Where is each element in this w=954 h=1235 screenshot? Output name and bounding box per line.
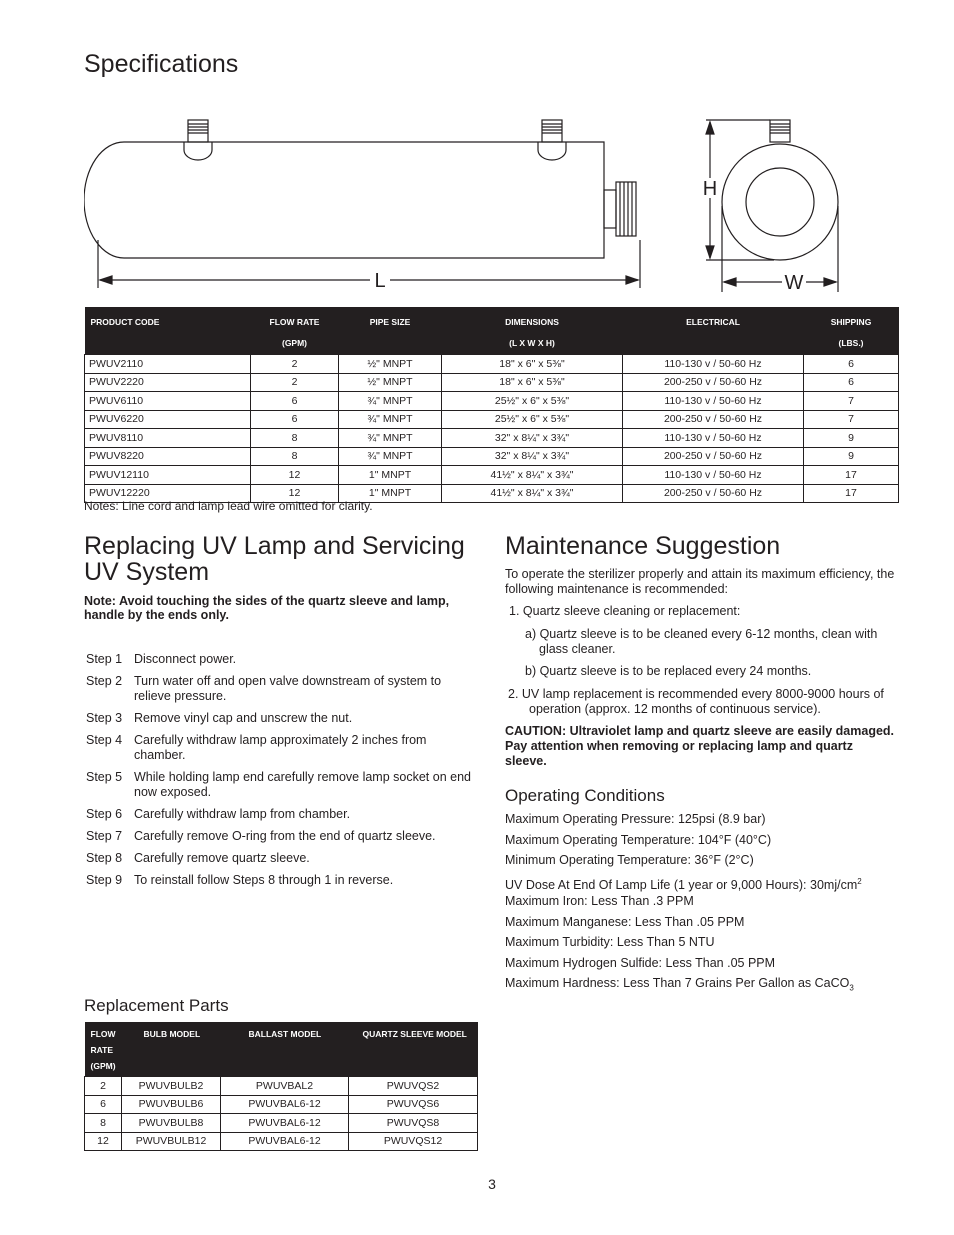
- hardness-text: Maximum Hardness: Less Than 7 Grains Per Gallon as CaCO: [505, 976, 850, 990]
- header-quartz-sleeve-model: QUARTZ SLEEVE MODEL: [349, 1022, 478, 1077]
- inlet-port: [184, 120, 212, 160]
- pipe-size: ¾" MNPT: [339, 447, 442, 466]
- uv-dose-text: UV Dose At End Of Lamp Life (1 year or 9,000 Hours): 30mj/cm: [505, 877, 858, 892]
- end-view: [722, 120, 838, 260]
- shipping: 6: [804, 355, 899, 374]
- electrical: 200-250 v / 50-60 Hz: [623, 410, 804, 429]
- shipping: 17: [804, 484, 899, 503]
- bulb-model: PWUVBULB12: [122, 1132, 221, 1151]
- product-code: PWUV8110: [85, 429, 251, 448]
- maintenance-item-1: 1. Quartz sleeve cleaning or replacement:: [509, 604, 741, 618]
- header-bulb-model: BULB MODEL: [122, 1022, 221, 1077]
- flow-rate: 12: [251, 466, 339, 485]
- replacement-parts-table: [84, 1022, 478, 1151]
- product-code: PWUV2220: [85, 373, 251, 392]
- step-number: Step 4: [86, 733, 123, 747]
- header-pipe-size: PIPE SIZE: [339, 307, 442, 355]
- step-text: Carefully remove quartz sleeve.: [134, 851, 310, 865]
- width-dimension: [722, 206, 838, 292]
- header-dimensions: DIMENSIONS (L X W X H): [442, 307, 623, 355]
- sterilizer-diagram: [84, 110, 874, 300]
- table-row: [85, 392, 899, 411]
- list-item: Maximum Iron: Less Than .3 PPM: [505, 894, 694, 908]
- flow-rate: 6: [251, 410, 339, 429]
- header-product-code: PRODUCT CODE: [85, 307, 251, 355]
- step-text: Carefully remove O-ring from the end of quartz sleeve.: [134, 829, 436, 843]
- shipping: 6: [804, 373, 899, 392]
- electrical: 200-250 v / 50-60 Hz: [623, 484, 804, 503]
- table-row: [85, 1114, 478, 1133]
- header-shipping: SHIPPING (LBS.): [804, 307, 899, 355]
- flow-rate: 6: [85, 1095, 122, 1114]
- list-item: [84, 770, 474, 800]
- header-ballast-model: BALLAST MODEL: [221, 1022, 349, 1077]
- flow-rate: 6: [251, 392, 339, 411]
- list-item: Maximum Operating Temperature: 104°F (40°C): [505, 832, 772, 847]
- page-title: Specifications: [84, 50, 239, 78]
- width-label: W: [784, 272, 804, 294]
- list-item: Maximum Operating Pressure: 125psi (8.9 bar): [505, 812, 766, 826]
- list-item: [84, 829, 474, 844]
- list-item: [505, 976, 897, 997]
- step-text: Carefully withdraw lamp approximately 2 inches from chamber.: [134, 733, 427, 762]
- flow-rate: 12: [251, 484, 339, 503]
- ballast-model: PWUVBAL6-12: [221, 1132, 349, 1151]
- pipe-size: ½" MNPT: [339, 355, 442, 374]
- flow-rate: 12: [85, 1132, 122, 1151]
- flow-rate: 2: [85, 1077, 122, 1096]
- page-number: 3: [488, 1176, 496, 1192]
- step-number: Step 3: [86, 711, 123, 725]
- step-text: To reinstall follow Steps 8 through 1 in reverse.: [134, 873, 394, 887]
- electrical: 110-130 v / 50-60 Hz: [623, 392, 804, 411]
- dimensions: 18" x 6" x 5⅜": [442, 355, 623, 374]
- header-flow-rate: FLOW RATE (GPM): [251, 307, 339, 355]
- flow-rate: 2: [251, 355, 339, 374]
- replacement-parts-heading: Replacement Parts: [84, 996, 229, 1015]
- product-code: PWUV12220: [85, 484, 251, 503]
- maintenance-item-2: 2. UV lamp replacement is recommended every 8000-9000 hours of operation (approx. 12 months of continuous service).: [508, 687, 884, 716]
- table-row: [85, 410, 899, 429]
- table-row: [85, 447, 899, 466]
- list-item: Maximum Turbidity: Less Than 5 NTU: [505, 935, 715, 949]
- maintenance-heading: Maintenance Suggestion: [505, 532, 781, 560]
- step-text: Carefully withdraw lamp from chamber.: [134, 807, 351, 821]
- step-number: Step 5: [86, 770, 123, 784]
- table-row: [85, 429, 899, 448]
- outlet-port: [538, 120, 566, 160]
- notes-text: Notes: Line cord and lamp lead wire omitted for clarity.: [84, 499, 373, 513]
- maintenance-item-1a: a) Quartz sleeve is to be cleaned every 6-12 months, clean with glass cleaner.: [525, 627, 878, 656]
- product-code: PWUV6110: [85, 392, 251, 411]
- header-electrical: ELECTRICAL: [623, 307, 804, 355]
- spec-table-header: [85, 307, 899, 355]
- product-code: PWUV6220: [85, 410, 251, 429]
- list-item: [84, 807, 474, 822]
- electrical: 110-130 v / 50-60 Hz: [623, 429, 804, 448]
- pipe-size: ¾" MNPT: [339, 392, 442, 411]
- list-item: [84, 873, 474, 888]
- electrical: 110-130 v / 50-60 Hz: [623, 355, 804, 374]
- ballast-model: PWUVBAL6-12: [221, 1095, 349, 1114]
- caution-text: CAUTION: Ultraviolet lamp and quartz sleeve are easily damaged. Pay attention when removing or replacing lamp and quartz sleeve.: [505, 724, 895, 768]
- dimensions: 18" x 6" x 5⅜": [442, 373, 623, 392]
- shipping: 9: [804, 429, 899, 448]
- flow-rate: 8: [251, 447, 339, 466]
- table-row: [85, 355, 899, 374]
- subscript: 3: [849, 983, 854, 993]
- list-item: [84, 851, 474, 866]
- shipping: 7: [804, 392, 899, 411]
- pipe-size: ½" MNPT: [339, 373, 442, 392]
- table-row: [85, 1132, 478, 1151]
- shipping: 7: [804, 410, 899, 429]
- step-number: Step 2: [86, 674, 123, 688]
- quartz-sleeve-model: PWUVQS12: [349, 1132, 478, 1151]
- bulb-model: PWUVBULB6: [122, 1095, 221, 1114]
- step-number: Step 6: [86, 807, 123, 821]
- parts-table-header: [85, 1022, 478, 1077]
- handling-note: Note: Avoid touching the sides of the quartz sleeve and lamp, handle by the ends only.: [84, 594, 450, 622]
- step-number: Step 1: [86, 652, 123, 666]
- pipe-size: ¾" MNPT: [339, 410, 442, 429]
- operating-conditions-heading: Operating Conditions: [505, 786, 665, 805]
- table-row: [85, 373, 899, 392]
- dimensions: 32" x 8¼" x 3¾": [442, 429, 623, 448]
- operating-conditions-list: [505, 812, 897, 997]
- table-row: [85, 466, 899, 485]
- maintenance-intro: To operate the sterilizer properly and attain its maximum efficiency, the following maintenance is recommended:: [505, 567, 895, 596]
- dimensions: 25½" x 6" x 5⅜": [442, 410, 623, 429]
- list-item: Minimum Operating Temperature: 36°F (2°C): [505, 853, 754, 867]
- step-text: Disconnect power.: [134, 652, 237, 666]
- bulb-model: PWUVBULB8: [122, 1114, 221, 1133]
- ballast-model: PWUVBAL2: [221, 1077, 349, 1096]
- electrical: 110-130 v / 50-60 Hz: [623, 466, 804, 485]
- product-code: PWUV2110: [85, 355, 251, 374]
- flow-rate: 8: [251, 429, 339, 448]
- table-row: [85, 1095, 478, 1114]
- electrical: 200-250 v / 50-60 Hz: [623, 373, 804, 392]
- maintenance-item-1b: b) Quartz sleeve is to be replaced every 24 months.: [525, 664, 812, 678]
- shipping: 17: [804, 466, 899, 485]
- dimensions: 25½" x 6" x 5⅜": [442, 392, 623, 411]
- step-number: Step 9: [86, 873, 123, 887]
- list-item: [505, 874, 897, 895]
- ballast-model: PWUVBAL6-12: [221, 1114, 349, 1133]
- pipe-size: ¾" MNPT: [339, 429, 442, 448]
- list-item: [84, 711, 474, 726]
- flow-rate: 8: [85, 1114, 122, 1133]
- list-item: Maximum Hydrogen Sulfide: Less Than .05 PPM: [505, 955, 776, 970]
- replacing-heading: Replacing UV Lamp and Servicing UV System: [84, 532, 465, 586]
- electrical: 200-250 v / 50-60 Hz: [623, 447, 804, 466]
- step-number: Step 8: [86, 851, 123, 865]
- step-number: Step 7: [86, 829, 123, 843]
- pipe-size: 1" MNPT: [339, 466, 442, 485]
- quartz-sleeve-model: PWUVQS8: [349, 1114, 478, 1133]
- list-item: Maximum Manganese: Less Than .05 PPM: [505, 914, 745, 929]
- shipping: 9: [804, 447, 899, 466]
- step-text: Turn water off and open valve downstream of system to relieve pressure.: [134, 674, 442, 703]
- flow-rate: 2: [251, 373, 339, 392]
- dimensions: 41½" x 8¼" x 3¾": [442, 484, 623, 503]
- quartz-sleeve-model: PWUVQS6: [349, 1095, 478, 1114]
- list-item: [84, 652, 474, 667]
- dimensions: 32" x 8¼" x 3¾": [442, 447, 623, 466]
- length-label: L: [374, 270, 386, 292]
- table-row: [85, 1077, 478, 1096]
- specifications-table: [84, 307, 899, 503]
- superscript: 2: [857, 876, 862, 886]
- product-code: PWUV12110: [85, 466, 251, 485]
- dimensions: 41½" x 8¼" x 3¾": [442, 466, 623, 485]
- list-item: [84, 733, 474, 763]
- length-dimension: [98, 240, 640, 288]
- steps-list: [84, 652, 474, 895]
- list-item: [84, 674, 474, 704]
- bulb-model: PWUVBULB2: [122, 1077, 221, 1096]
- quartz-sleeve-model: PWUVQS2: [349, 1077, 478, 1096]
- end-cap: [604, 182, 636, 236]
- step-text: While holding lamp end carefully remove lamp socket on end now exposed.: [134, 770, 471, 799]
- step-text: Remove vinyl cap and unscrew the nut.: [134, 711, 353, 725]
- product-code: PWUV8220: [85, 447, 251, 466]
- height-label: H: [702, 178, 718, 200]
- chamber-body: [84, 142, 604, 258]
- header-flow-rate: FLOW RATE (GPM): [85, 1022, 122, 1077]
- pipe-size: 1" MNPT: [339, 484, 442, 503]
